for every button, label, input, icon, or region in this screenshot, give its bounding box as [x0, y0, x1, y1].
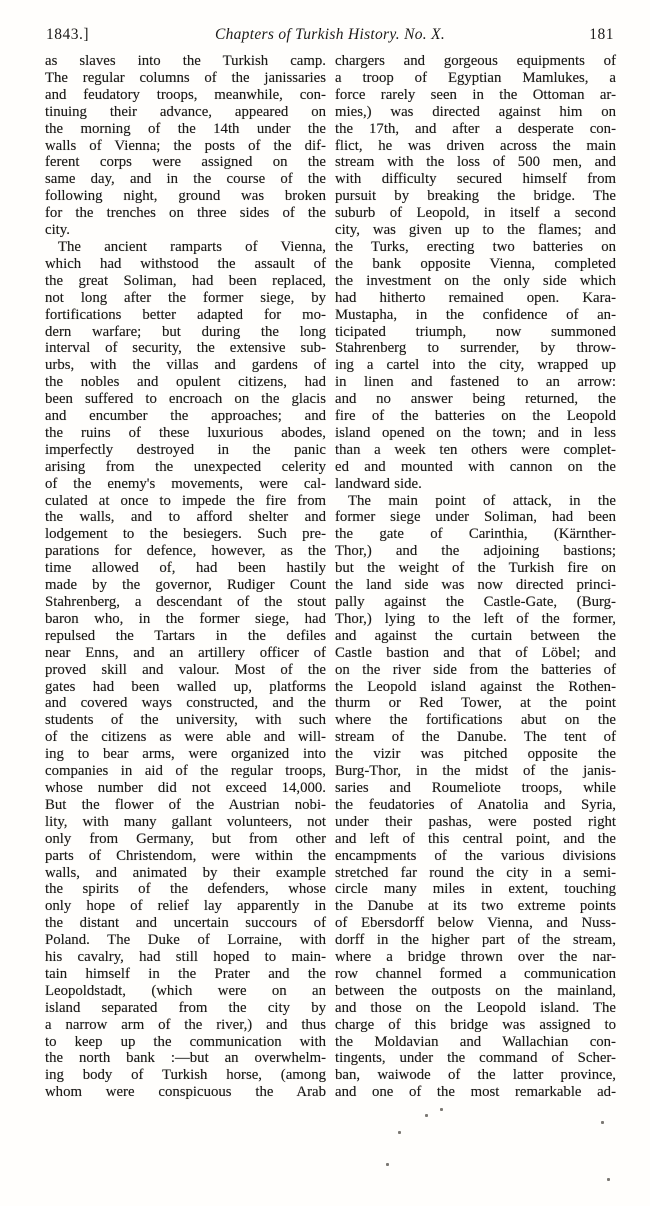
text-line: dern warfare; but during the long: [45, 323, 326, 340]
text-line: the gate of Carinthia, (Kärnther-: [335, 526, 616, 543]
text-line: in linen and fastened to an arrow:: [335, 374, 616, 391]
text-line: thurm or Red Tower, at the point: [335, 695, 616, 712]
text-line: time allowed of, had been hastily: [45, 560, 326, 577]
text-line: pally against the Castle-Gate, (Burg-: [335, 594, 616, 610]
text-line: been suffered to encroach on the glacis: [45, 391, 326, 408]
text-line: parts of Christendom, were within the: [45, 847, 326, 864]
text-line: Mustapha, in the confidence of an-: [335, 306, 616, 323]
text-line: encampments of the various divisions: [335, 847, 616, 864]
text-line: for the trenches on three sides of the: [45, 205, 326, 222]
text-line: imperfectly destroyed in the panic: [45, 441, 326, 458]
text-line: saries and Roumeliote troops, while: [335, 779, 616, 796]
text-line: whose number did not exceed 14,000.: [45, 779, 326, 796]
text-line: island separated from the city by: [45, 999, 326, 1016]
text-line: former siege under Soliman, had been: [335, 509, 616, 526]
text-line: only from Germany, but from other: [45, 830, 326, 847]
text-line: under their pashas, were posted right: [335, 813, 616, 830]
text-line: the spirits of the defenders, whose: [45, 881, 326, 898]
text-line: of the enemy's movements, were cal-: [45, 475, 326, 492]
text-line: fire of the batteries on the Leopold: [335, 408, 616, 425]
text-line: culated at once to impede the fire from: [45, 492, 326, 509]
text-line: walls of Vienna; the posts of the dif-: [45, 137, 326, 154]
text-line: Castle bastion and that of Löbel; and: [335, 644, 616, 661]
text-line: ing to bear arms, were organized into: [45, 746, 326, 763]
text-line: the distant and uncertain succours of: [45, 915, 326, 932]
text-line: on the river side from the batteries of: [335, 661, 616, 678]
text-line: parations for defence, however, as the: [45, 543, 326, 560]
ink-speck: [425, 1114, 428, 1117]
text-line: The ancient ramparts of Vienna,: [58, 238, 326, 255]
text-line: made by the governor, Rudiger Count: [45, 577, 326, 594]
ink-speck: [398, 1131, 401, 1134]
text-line: of the citizens as were able and will-: [45, 729, 326, 746]
text-line: the north bank :—but an overwhelm-: [45, 1050, 326, 1067]
text-line: interval of security, the extensive sub-: [45, 340, 326, 357]
text-line: lity, with many gallant volunteers, not: [45, 813, 326, 830]
text-line: the investment on the only side which: [335, 272, 616, 289]
text-line: ed and mounted with cannon on the: [335, 458, 616, 475]
text-line: mies,) was directed against him on: [335, 103, 616, 120]
text-line: proved skill and valour. Most of the: [45, 661, 326, 678]
text-line: and one of the most remarkable ad-: [335, 1084, 616, 1101]
text-line: Leopoldstadt, (which were on an: [45, 982, 326, 999]
text-line: baron who, in the former siege, had: [45, 610, 326, 627]
text-line: tinuing their advance, appeared on: [45, 103, 326, 120]
text-line: Burg-Thor, in the midst of the janis-: [335, 763, 616, 780]
text-line: between the outposts on the mainland,: [335, 982, 616, 999]
text-line: force rarely seen in the Ottoman ar-: [335, 86, 616, 103]
text-line: and no answer being returned, the: [335, 391, 616, 408]
text-line: the land side was now directed princi-: [335, 577, 616, 594]
text-line: a troop of Egyptian Mamlukes, a: [335, 69, 616, 86]
text-line: circle many miles in extent, touching: [335, 881, 616, 898]
text-columns: [0, 44, 650, 1101]
text-line: stretched far round the city in a semi-: [335, 864, 616, 881]
text-line: Stahrenberg to surrender, by throw-: [335, 340, 616, 357]
text-line: the ruins of these luxurious abodes,: [45, 424, 326, 441]
text-line: but the weight of the Turkish fire on: [335, 560, 616, 577]
text-line: ban, waiwode of the latter province,: [335, 1067, 616, 1084]
text-line: of Ebersdorff below Vienna, and Nuss-: [335, 915, 616, 932]
text-line: ticipated triumph, now summoned: [335, 323, 616, 340]
text-line: the vizir was pitched opposite the: [335, 746, 616, 763]
text-line: ferent corps were assigned on the: [45, 154, 326, 171]
text-line: as slaves into the Turkish camp.: [45, 53, 326, 69]
text-line: had hitherto remained open. Kara-: [335, 289, 616, 306]
text-line: The regular columns of the janissaries: [45, 69, 326, 86]
text-line: tain himself in the Prater and the: [45, 965, 326, 982]
text-line: the Moldavian and Wallachian con-: [335, 1033, 616, 1050]
text-line: whom were conspicuous the Arab: [45, 1084, 326, 1101]
text-line: which had withstood the assault of: [45, 255, 326, 272]
text-line: where a bridge thrown over the nar-: [335, 949, 616, 966]
text-line: tingents, under the command of Scher-: [335, 1050, 616, 1067]
text-line: row channel formed a communication: [335, 965, 616, 982]
text-line: charge of this bridge was assigned to: [335, 1016, 616, 1033]
header-page-number: 181: [589, 26, 614, 43]
text-line: than a week ten others were complet-: [335, 441, 616, 458]
text-line: the great Soliman, had been replaced,: [45, 272, 326, 289]
header-date: 1843.]: [46, 26, 90, 43]
text-line: But the flower of the Austrian nobi-: [45, 796, 326, 813]
right-column: [335, 53, 616, 1101]
ink-speck: [601, 1121, 604, 1124]
text-line: and feudatory troops, meanwhile, con-: [45, 86, 326, 103]
text-line: the Turks, erecting two batteries on: [335, 238, 616, 255]
text-line: the Leopold island against the Rothen-: [335, 678, 616, 695]
text-line: ing a cartel into the city, wrapped up: [335, 357, 616, 374]
text-line: stream with the loss of 500 men, and: [335, 154, 616, 171]
text-line: near Enns, and an artillery officer of: [45, 644, 326, 661]
text-line: the bank opposite Vienna, completed: [335, 255, 616, 272]
text-line: the feudatories of Anatolia and Syria,: [335, 796, 616, 813]
text-line: the morning of the 14th under the: [45, 120, 326, 137]
text-line: where the fortifications abut on the: [335, 712, 616, 729]
text-line: following night, ground was broken: [45, 188, 326, 205]
text-line: urbs, with the villas and gardens of: [45, 357, 326, 374]
text-line: Thor,) lying to the left of the former,: [335, 610, 616, 627]
text-line: to keep up the communication with: [45, 1033, 326, 1050]
text-line: Thor,) and the adjoining bastions;: [335, 543, 616, 560]
text-line: repulsed the Tartars in the defiles: [45, 627, 326, 644]
text-line: companies in aid of the regular troops,: [45, 763, 326, 780]
text-line: arising from the unexpected celerity: [45, 458, 326, 475]
text-line: city.: [45, 222, 70, 239]
text-line: Stahrenberg, a descendant of the stout: [45, 594, 326, 610]
text-line: pursuit by breaking the bridge. The: [335, 188, 616, 205]
text-line: ing body of Turkish horse, (among: [45, 1067, 326, 1084]
text-line: chargers and gorgeous equipments of: [335, 53, 616, 69]
text-line: not long after the former siege, by: [45, 289, 326, 306]
text-line: fortifications better adapted for mo-: [45, 306, 326, 323]
left-column: [45, 53, 326, 1101]
ink-speck: [440, 1108, 443, 1111]
text-line: only hope of relief lay apparently in: [45, 898, 326, 915]
text-line: his cavalry, had still hoped to main-: [45, 949, 326, 966]
text-line: and left of this central point, and the: [335, 830, 616, 847]
page-header: [0, 0, 650, 44]
text-line: the 17th, and after a desperate con-: [335, 120, 616, 137]
text-line: stream of the Danube. The tent of: [335, 729, 616, 746]
text-line: with difficulty secured himself from: [335, 171, 616, 188]
text-line: and those on the Leopold island. The: [335, 999, 616, 1016]
text-line: flict, he was driven across the main: [335, 137, 616, 154]
text-line: suburb of Leopold, in itself a second: [335, 205, 616, 222]
ink-speck: [386, 1163, 389, 1166]
header-running-title: Chapters of Turkish History. No. X.: [214, 26, 446, 43]
text-line: the nobles and opulent citizens, had: [45, 374, 326, 391]
text-line: students of the university, with such: [45, 712, 326, 729]
text-line: dorff in the higher part of the stream,: [335, 932, 616, 949]
text-line: the walls, and to afford shelter and: [45, 509, 326, 526]
text-line: and against the curtain between the: [335, 627, 616, 644]
text-line: Poland. The Duke of Lorraine, with: [45, 932, 326, 949]
text-line: island opened on the town; and in less: [335, 424, 616, 441]
text-line: and covered ways constructed, and the: [45, 695, 326, 712]
text-line: The main point of attack, in the: [348, 492, 616, 509]
text-line: lodgement to the besiegers. Such pre-: [45, 526, 326, 543]
text-line: city, was given up to the flames; and: [335, 222, 616, 239]
text-line: and encumber the approaches; and: [45, 408, 326, 425]
text-line: the Danube at its two extreme points: [335, 898, 616, 915]
ink-speck: [607, 1178, 610, 1181]
text-line: a narrow arm of the river,) and thus: [45, 1016, 326, 1033]
text-line: landward side.: [335, 475, 422, 492]
text-line: same day, and in the course of the: [45, 171, 326, 188]
text-line: gates had been walled up, platforms: [45, 678, 326, 695]
text-line: walls, and animated by their example: [45, 864, 326, 881]
